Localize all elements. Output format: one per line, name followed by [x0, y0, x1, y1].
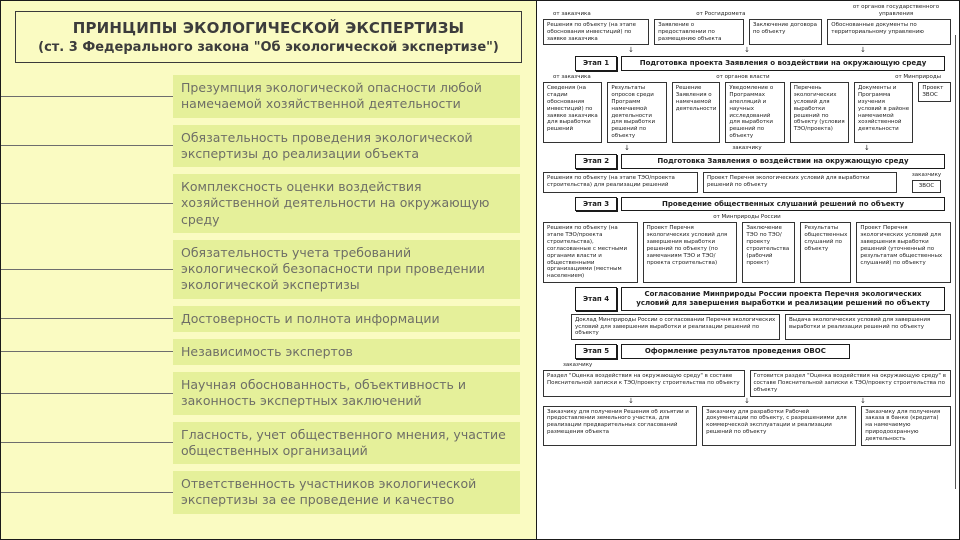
flow-box: Перечень экологических условий для выработки решений по объекту (условия ТЭО/проекта)	[790, 82, 849, 143]
connector-line	[1, 442, 173, 443]
flow-box: Проект Перечня экологических условий для завершения выработки решений по объекту (по замечаниям ТЭО и ТЭО/проекта строительства)	[643, 222, 738, 283]
source-label: от Минприроды	[895, 74, 941, 81]
ovos-flowchart	[537, 1, 959, 539]
principle-row	[1, 174, 536, 233]
flow-box: Уведомление о Программах апелляций и научных исследований для выработки решений по объекту	[725, 82, 784, 143]
stage-1-bar	[575, 56, 945, 71]
stage-id: Этап 1	[575, 56, 617, 71]
down-arrow-icon	[860, 47, 866, 55]
slide-title-line1: ПРИНЦИПЫ ЭКОЛОГИЧЕСКОЙ ЭКСПЕРТИЗЫ	[72, 19, 465, 37]
stage3-output-row	[543, 222, 951, 283]
down-arrow-icon	[744, 47, 750, 55]
stage-title: Оформление результатов проведения ОВОС	[621, 344, 850, 359]
flow-box: Заказчику для разработки Рабочей документации по объекту, с разрешениями для коммерческой эксплуатации и реализации решений по объекту	[702, 406, 856, 446]
down-arrow-icon	[864, 145, 870, 153]
connector-line	[1, 96, 173, 97]
stage-title: Подготовка Заявления о воздействии на окружающую среду	[621, 154, 945, 169]
flow-box: Доклад Минприроды России о согласовании Перечня экологических условий для завершения выработки и реализации решений по объекту	[571, 314, 780, 341]
principle-row	[1, 125, 536, 168]
principle-row	[1, 306, 536, 332]
principle-item: Научная обоснованность, объективность и законность экспертных заключений	[173, 372, 520, 415]
principle-item: Гласность, учет общественного мнения, участие общественных организаций	[173, 422, 520, 465]
flow-box: Заказчику для получения заказа в банке (кредита) на намечаемую природоохранную деятельность	[861, 406, 951, 446]
flow-box: Выдача экологических условий для завершения выработки и реализации решений по объекту	[785, 314, 951, 341]
stage-4-bar	[575, 287, 945, 311]
source-label: от органов власти	[716, 74, 770, 81]
stage-id: Этап 3	[575, 197, 617, 212]
stage-title: Проведение общественных слушаний решений по объекту	[621, 197, 945, 212]
principle-item: Обязательность учета требований экологической безопасности при проведении экологической экспертизы	[173, 240, 520, 299]
connector-line	[1, 269, 173, 270]
stage-title: Подготовка проекта Заявления о воздействии на окружающую среду	[621, 56, 945, 71]
arrows	[573, 145, 921, 152]
zvos-box: ЗВОС	[912, 180, 941, 193]
principle-item: Независимость экспертов	[173, 339, 520, 365]
slide-title-box	[15, 11, 522, 63]
flow-box: Сведения (на стадии обоснования инвестиций) по заявке заказчика для выработки решений	[543, 82, 602, 143]
flow-box: Раздел "Оценка воздействия на окружающую среду" в составе Пояснительной записки к ТЭО/проекту строительства по объекту	[543, 370, 745, 397]
principle-row	[1, 75, 536, 118]
flow-box: Готовится раздел "Оценка воздействия на окружающую среду" в составе Пояснительной записки к ТЭО/проекту строительства по объекту	[750, 370, 952, 397]
arrows	[573, 47, 921, 54]
to-customer-label: заказчику	[563, 362, 593, 368]
principle-item: Достоверность и полнота информации	[173, 306, 520, 332]
stage5-labels	[543, 362, 951, 369]
zvos-draft-box: Проект ЗВОС	[918, 82, 951, 102]
input-row-1	[543, 19, 951, 46]
down-arrow-icon	[628, 47, 634, 55]
stage1-output-row	[543, 82, 951, 143]
flow-box: Заказчику для получения Решения об изъятии и предоставлении земельного участка, для реализации предварительных согласований размещения объекта	[543, 406, 697, 446]
flow-box: Заключение договора по объекту	[749, 19, 822, 46]
flow-box: Проект Перечня экологических условий для завершения выработки решений (уточненный по результатам общественных слушаний) по объекту	[856, 222, 951, 283]
zvos-side	[902, 172, 951, 193]
stage3-source-labels	[543, 214, 951, 221]
down-arrow-icon	[624, 145, 630, 153]
source-label: от заказчика	[553, 10, 591, 17]
flow-box: Решения по объекту (на этапе ТЭО/проекта строительства), согласованные с местными органами власти и общественными организациями (местным населением)	[543, 222, 638, 283]
principle-row	[1, 422, 536, 465]
source-label: от заказчика	[553, 74, 591, 81]
flow-box: Результаты общественных слушаний по объекту	[800, 222, 851, 283]
source-label: от Росгидромета	[696, 10, 746, 17]
connector-line	[1, 351, 173, 352]
connector-line	[1, 145, 173, 146]
principle-item: Ответственность участников экологической экспертизы за ее проведение и качество	[173, 471, 520, 514]
top-labels	[543, 4, 951, 18]
flow-box: Проект Перечня экологических условий для выработки решений по объекту	[703, 172, 897, 193]
principle-row	[1, 339, 536, 365]
flow-box: Заявление о предоставлении по размещению объекта	[654, 19, 744, 46]
flow-box: Результаты опросов среди Программ намечаемой деятельности для выработки решений по объекту	[607, 82, 666, 143]
flow-box: Решение Заявления о намечаемой деятельности	[672, 82, 721, 143]
stage2-output-row	[543, 172, 951, 193]
right-connector-line	[955, 35, 956, 489]
principles-slide	[1, 1, 537, 539]
flow-box: Документы и Программа изучения условий в районе намечаемой хозяйственной деятельности	[854, 82, 913, 143]
connector-line	[1, 318, 173, 319]
stage-id: Этап 5	[575, 344, 617, 359]
flow-box: Решения по объекту (на этапе обоснования инвестиций) по заявке заказчика	[543, 19, 649, 46]
stage1-source-labels	[543, 74, 951, 81]
stage-title: Согласование Минприроды России проекта Перечня экологических условий для завершения выработки и реализации решений по объекту	[621, 287, 945, 311]
flow-box: Решения по объекту (на этапе ТЭО/проекта строительства) для реализации решений	[543, 172, 698, 193]
slide-title-line2: (ст. 3 Федерального закона "Об экологической экспертизе")	[38, 40, 499, 55]
arrows	[573, 399, 921, 406]
stage-id: Этап 4	[575, 287, 617, 311]
to-customer-label: заказчику	[732, 145, 762, 152]
flow-box: Заключение ТЭО по ТЭО/проекту строительства (рабочий проект)	[742, 222, 795, 283]
connector-line	[1, 203, 173, 204]
stage-5-bar	[575, 344, 945, 359]
results-row	[543, 370, 951, 397]
final-row	[543, 406, 951, 446]
principle-item: Обязательность проведения экологической экспертизы до реализации объекта	[173, 125, 520, 168]
stage-id: Этап 2	[575, 154, 617, 169]
principle-item: Презумпция экологической опасности любой намечаемой хозяйственной деятельности	[173, 75, 520, 118]
flow-box: Обоснованные документы по территориальному управлению	[827, 19, 951, 46]
source-label: от органов государственного управления	[852, 4, 940, 17]
connector-line	[1, 393, 173, 394]
stage-3-bar	[575, 197, 945, 212]
connector-line	[1, 492, 173, 493]
principle-row	[1, 471, 536, 514]
stage-2-bar	[575, 154, 945, 169]
principle-row	[1, 372, 536, 415]
stage4-output-row	[571, 314, 951, 341]
to-customer-label: заказчику	[911, 171, 942, 178]
principle-item: Комплексность оценки воздействия хозяйственной деятельности на окружающую среду	[173, 174, 520, 233]
source-label: от Минприроды России	[713, 214, 781, 221]
principle-row	[1, 240, 536, 299]
